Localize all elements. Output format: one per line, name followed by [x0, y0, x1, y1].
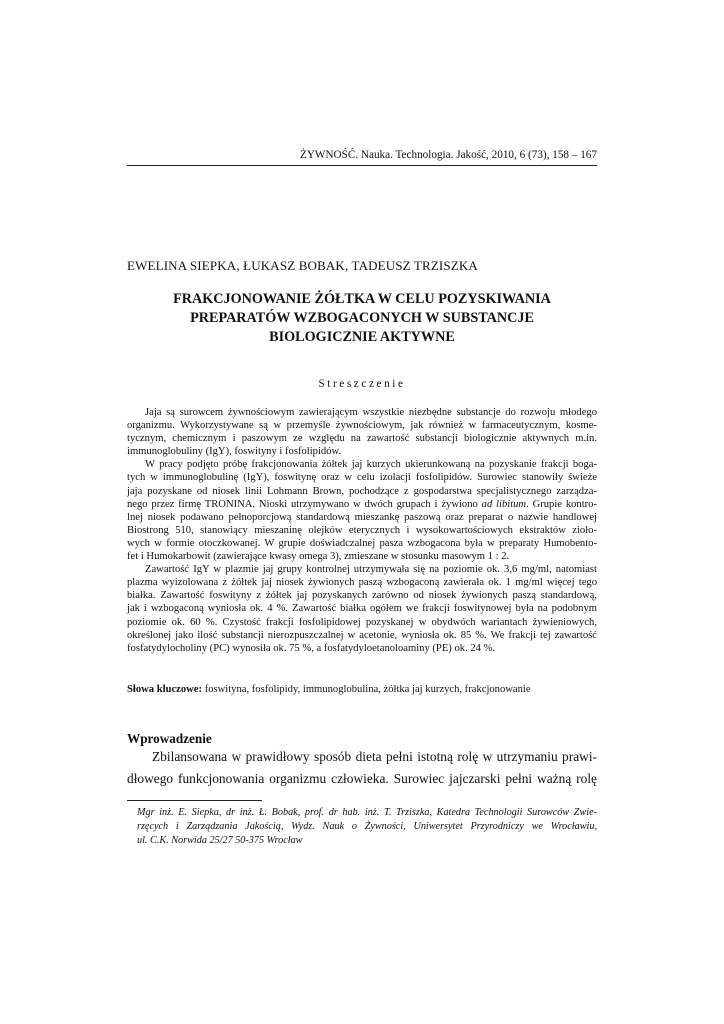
keywords [127, 683, 597, 696]
abstract-line: poziomie ok. 60 %. Czystość frakcji fosfolipidowej pozyskanej w obydwóch wariantach żywieniowych, [127, 616, 597, 628]
authors: EWELINA SIEPKA, ŁUKASZ BOBAK, TADEUSZ TRZISZKA [127, 258, 478, 273]
abstract-line: określonej jako ilość substancji nierozpuszczalnej w acetonie, wyniosła ok. 85 %. We frakcji tej zawartość [127, 629, 597, 641]
abstract-heading: Streszczenie [318, 378, 406, 390]
running-header: ŻYWNOŚĆ. Nauka. Technologia. Jakość, 2010, 6 (73), 158 – 167 [300, 149, 597, 161]
footnote-line: Mgr inż. E. Siepka, dr inż. Ł. Bobak, prof. dr hab. inż. T. Trziszka, Katedra Technologii Surowców Zwie- [137, 807, 597, 818]
abstract-paragraph [127, 406, 597, 458]
abstract-line: Jaja są surowcem żywnościowym zawierającym wszystkie niezbędne substancje do rozwoju młodego [145, 407, 597, 418]
footnote [127, 806, 597, 848]
intro-line: Zbilansowana w prawidłowy sposób dieta pełni istotną rolę w utrzymaniu prawi- [152, 749, 597, 764]
abstract-line: fet i Humokarbowit (zawierające kwasy omega 3), zmieszane w stosunku masowym 1 : 2. [127, 551, 510, 563]
abstract-line: Biostrong 510, stanowiący mieszaninę olejków eterycznych i wysokowartościowych ekstraktów zioło- [127, 524, 597, 536]
section-heading: Wprowadzenie [127, 731, 212, 746]
title-line: FRAKCJONOWANIE ŻÓŁTKA W CELU POZYSKIWANIA [173, 291, 551, 307]
abstract-line: jaja pozyskane od niosek linii Lohmann Brown, pochodzące z gospodarstwa specjalistycznego zarządza- [127, 485, 597, 497]
abstract-line: fosfatydylocholiny (PC) wynosiła ok. 75 %, a fosfatydyloetanoloaminy (PE) ok. 24 %. [127, 642, 496, 654]
keywords-label: Słowa kluczowe: [127, 684, 203, 695]
intro-line: dłowego funkcjonowania organizmu człowieka. Surowiec jajczarski pełni ważną rolę [127, 771, 597, 786]
abstract-text: nego przez firmę TRONINA. Nioski utrzymywano w dwóch grupach i żywiono [127, 498, 478, 510]
footnote-line: rzęcych i Zarządzania Jakością, Wydz. Nauk o Żywności, Uniwersytet Przyrodniczy we Wrocławiu, [137, 821, 597, 832]
abstract-line: wych w formie otoczkowanej. W grupie doświadczalnej pasza wzbogacona była w preparaty Humobento- [127, 537, 597, 549]
abstract-line: plazma wyizolowana z żółtek jaj niosek żywionych paszą wzbogaconą zawierała ok. 1 mg/ml więcej tego [127, 577, 597, 589]
abstract-paragraph [127, 563, 597, 655]
article-title [127, 290, 597, 347]
footnote-rule [127, 800, 262, 801]
abstract-line: tycznym, chemicznym i paszowym ze względu na zawartość substancji biologicznie aktywnych m.in. [127, 433, 597, 445]
abstract-line: W pracy podjęto próbę frakcjonowania żółtek jaj kurzych ukierunkowaną na pozyskanie frakcji boga- [145, 459, 597, 471]
abstract-text: . Grupie kontro- [526, 498, 598, 510]
abstract-line: organizmu. Wykorzystywane są w przemyśle żywnościowym, jak również w farmaceutycznym, kosme- [127, 420, 597, 432]
abstract-line: Zawartość IgY w plazmie jaj grupy kontrolnej utrzymywała się na poziomie ok. 3,6 mg/ml, natomiast [145, 564, 597, 576]
italic-phrase: ad libitum [481, 498, 527, 510]
title-line: PREPARATÓW WZBOGACONYCH W SUBSTANCJE [190, 310, 534, 326]
header-rule [127, 165, 597, 166]
title-line: BIOLOGICZNIE AKTYWNE [269, 329, 455, 345]
keywords-text: foswityna, fosfolipidy, immunoglobulina, żółtka jaj kurzych, frakcjonowanie [202, 684, 531, 695]
introduction-text [127, 746, 597, 790]
abstract [127, 406, 597, 655]
abstract-line: białka. Zawartość foswityny z żółtek jaj pozyskanych zarówno od niosek żywionych paszą standardową, [127, 590, 597, 602]
abstract-line: lnej niosek podawano pełnoporcjową standardową mieszankę paszową oraz preparat o nazwie handlowej [127, 511, 597, 523]
abstract-line: immunoglobuliny (IgY), foswityny i fosfolipidów. [127, 446, 342, 458]
abstract-paragraph [127, 458, 597, 563]
abstract-line-with-italic [127, 498, 597, 511]
abstract-line: tych w immunoglobulinę (IgY), foswitynę oraz w celu izolacji fosfolipidów. Surowiec stanowiły świeże [127, 472, 597, 484]
abstract-line: jak i wzbogaconą wyniosła ok. 4 %. Zawartość białka ogółem we frakcji foswitynowej była na podobnym [127, 603, 597, 615]
footnote-line: ul. C.K. Norwida 25/27 50-375 Wrocław [137, 835, 303, 846]
